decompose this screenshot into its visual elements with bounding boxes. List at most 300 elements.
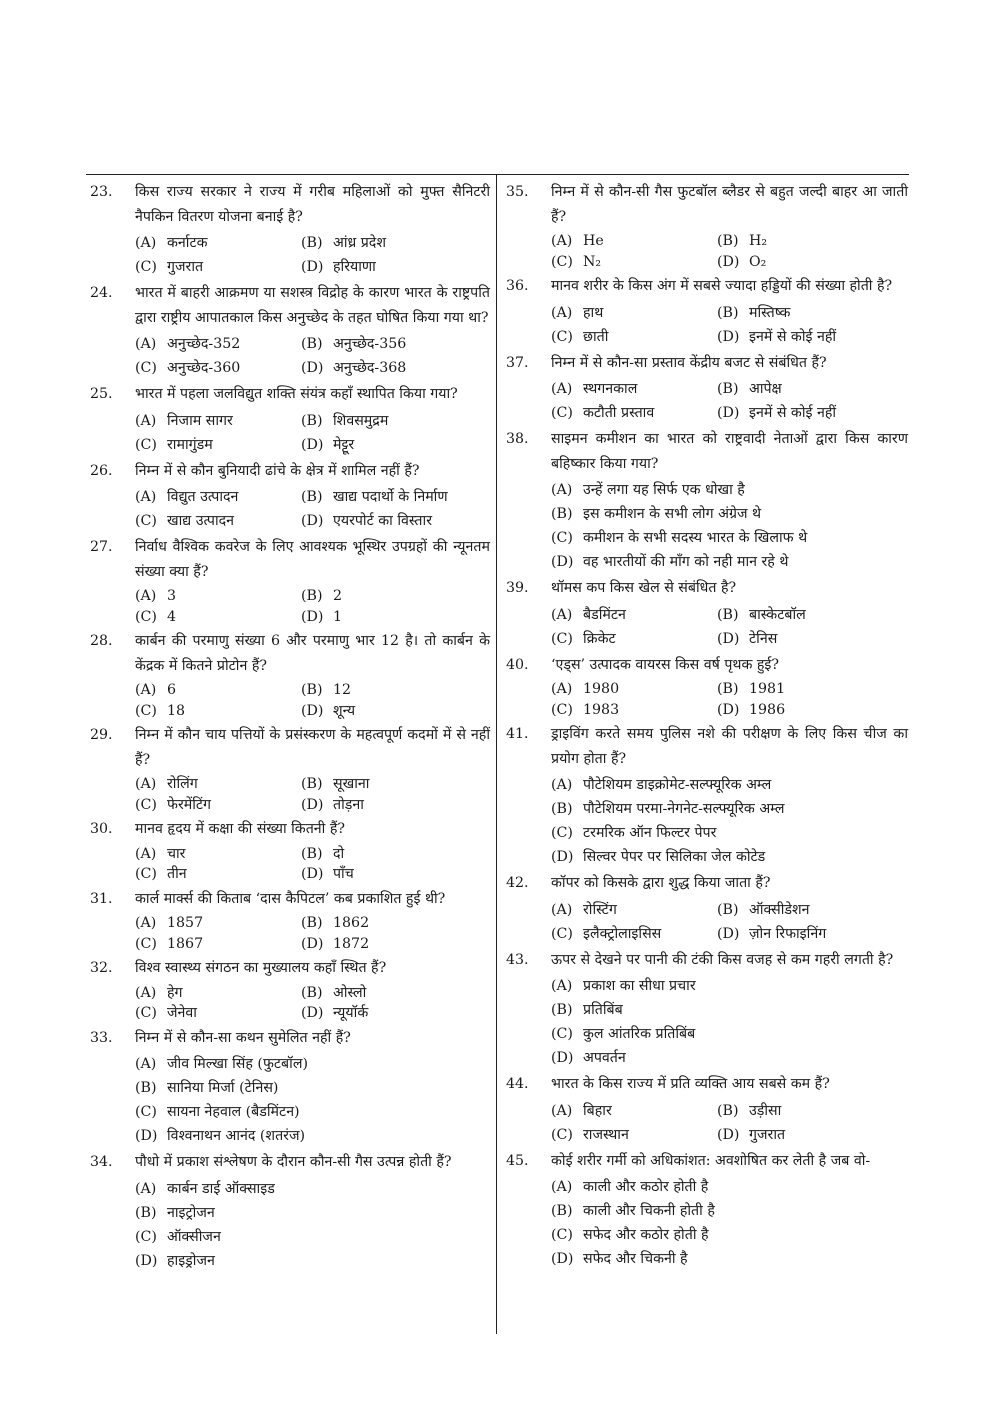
option-item [717, 401, 908, 425]
question-number: 36. [506, 278, 529, 294]
question-number: 33. [90, 1029, 113, 1046]
option-label: (D) [301, 608, 324, 625]
option-item [301, 795, 490, 816]
option-item [717, 377, 908, 401]
question-block [90, 382, 490, 457]
option-text: टेनिस [749, 630, 778, 647]
option-label: (B) [717, 304, 739, 321]
option-item [551, 773, 908, 797]
options-list [135, 231, 490, 279]
question-text: ऊपर से देखने पर पानी की टंकी किस वजह से कम गहरी लगती है? [551, 951, 894, 968]
option-item [551, 231, 717, 252]
option-label: (B) [717, 1102, 739, 1119]
option-text: जीव मिल्खा सिंह (फुटबॉल) [167, 1056, 308, 1072]
option-label: (C) [135, 608, 157, 625]
option-item [551, 401, 717, 425]
option-item [301, 255, 490, 279]
option-label: (B) [301, 682, 323, 698]
question-number: 23. [90, 184, 113, 200]
option-label: (C) [551, 1026, 573, 1042]
option-label: (C) [135, 1228, 157, 1245]
option-item [301, 607, 490, 628]
option-text: हाइड्रोजन [167, 1252, 215, 1269]
option-text: कार्बन डाई ऑक्साइड [167, 1180, 275, 1197]
option-label: (D) [301, 513, 324, 529]
question-block [506, 653, 908, 721]
option-label: (A) [135, 776, 157, 792]
question-number: 39. [506, 580, 529, 596]
question-block [90, 281, 490, 380]
option-item [301, 409, 490, 433]
option-label: (C) [551, 925, 573, 942]
option-label: (B) [301, 845, 323, 862]
option-text: तीन [167, 866, 187, 882]
option-label: (C) [135, 866, 157, 882]
option-item [551, 550, 908, 574]
option-text: कुल आंतरिक प्रतिबिंब [583, 1026, 696, 1042]
option-text: राजस्थान [583, 1126, 629, 1143]
question-number: 32. [90, 960, 113, 976]
option-item [551, 974, 908, 998]
question-text: भारत के किस राज्य में प्रति व्यक्ति आय सबसे कम हैं? [551, 1076, 830, 1092]
option-item [551, 898, 717, 922]
question-text: ‘एड्स’ उत्पादक वायरस किस वर्ष पृथक हुई? [551, 656, 780, 673]
left-column [90, 180, 490, 1275]
question-number: 41. [506, 726, 529, 742]
options-list [551, 231, 908, 272]
option-text: खाद्य पदार्थो के निर्माण [333, 489, 448, 505]
option-text: 3 [167, 588, 177, 604]
option-item [135, 1052, 490, 1076]
option-item [551, 1022, 908, 1046]
option-label: (C) [135, 259, 157, 275]
option-label: (C) [551, 1227, 573, 1243]
option-item [551, 700, 717, 721]
option-item [551, 502, 908, 526]
option-item [135, 1249, 490, 1273]
option-item [717, 252, 908, 273]
question-text: कार्ल मार्क्स की किताब ‘दास कैपिटल’ कब प्रकाशित हुई थी? [135, 890, 446, 907]
option-label: (B) [135, 1080, 157, 1096]
option-item [717, 898, 908, 922]
option-text: ऑक्सीजन [167, 1228, 221, 1245]
option-label: (C) [135, 436, 157, 453]
question-text: मानव शरीर के किस अंग में सबसे ज्यादा हड्डियों की संख्या होती है? [551, 278, 893, 294]
option-label: (C) [135, 1005, 157, 1021]
question-text: कार्बन की परमाणु संख्या 6 और परमाणु भार 12 है। तो कार्बन के केंद्रक में कितने प्रोटोन हैं? [135, 633, 490, 674]
option-text: O₂ [749, 253, 767, 270]
option-item [301, 485, 490, 509]
option-item [551, 478, 908, 502]
option-item [301, 680, 490, 701]
option-item [135, 356, 301, 380]
option-label: (C) [135, 513, 157, 529]
option-item [301, 983, 490, 1004]
option-label: (B) [717, 901, 739, 918]
question-text: निम्न में से कौन बुनियादी ढांचे के क्षेत्र में शामिल नहीं हैं? [135, 462, 420, 479]
option-item [135, 1177, 490, 1201]
options-list [135, 1177, 490, 1273]
question-number: 45. [506, 1152, 529, 1169]
top-rule [86, 174, 909, 175]
question-block [506, 1149, 908, 1272]
option-item [301, 332, 490, 356]
option-item [135, 701, 301, 722]
question-block [506, 180, 908, 272]
option-text: विद्युत उत्पादन [167, 489, 239, 505]
option-item [551, 998, 908, 1022]
option-label: (B) [551, 506, 573, 522]
option-label: (A) [551, 777, 573, 793]
option-text: गुजरात [167, 259, 204, 275]
question-text: पौधो में प्रकाश संश्लेषण के दौरान कौन-सी गैस उत्पन्न होती हैं? [135, 1154, 452, 1170]
option-text: अनुच्छेद-356 [333, 336, 407, 352]
option-text: सफेद और कठोर होती है [583, 1227, 709, 1243]
option-label: (C) [551, 530, 573, 546]
option-text: दो [333, 845, 345, 862]
option-item [135, 1201, 490, 1225]
option-label: (D) [717, 630, 740, 647]
option-text: रोलिंग [167, 776, 198, 792]
option-label: (C) [551, 701, 573, 718]
option-item [717, 627, 908, 651]
option-text: सायना नेहवाल (बैडमिंटन) [167, 1104, 300, 1120]
option-text: इलैक्ट्रोलाइसिस [583, 925, 662, 942]
option-label: (D) [551, 554, 574, 570]
option-label: (A) [135, 412, 157, 429]
option-text: प्रकाश का सीधा प्रचार [583, 978, 696, 994]
question-block [90, 535, 490, 627]
option-item [135, 509, 301, 533]
option-label: (C) [551, 253, 573, 270]
question-block [90, 817, 490, 885]
option-label: (A) [551, 978, 573, 994]
question-block [90, 956, 490, 1024]
option-text: चार [167, 845, 186, 862]
question-block [90, 180, 490, 279]
option-item [717, 922, 908, 946]
option-text: खाद्य उत्पादन [167, 513, 235, 529]
option-text: सिल्वर पेपर पर सिलिका जेल कोटेड [583, 849, 766, 865]
options-list [551, 679, 908, 720]
option-item [551, 301, 717, 325]
option-label: (A) [551, 304, 573, 321]
option-label: (D) [551, 1251, 574, 1267]
option-label: (D) [717, 253, 740, 270]
option-label: (D) [301, 259, 324, 275]
question-number: 42. [506, 875, 529, 891]
question-block [506, 274, 908, 349]
option-label: (A) [135, 489, 157, 505]
option-label: (B) [717, 233, 739, 249]
option-item [135, 795, 301, 816]
option-label: (B) [301, 984, 323, 1001]
question-text: निम्न में से कौन-सा प्रस्ताव केंद्रीय बजट से संबंधित हैं? [551, 354, 827, 371]
option-text: आपेक्ष [749, 381, 782, 397]
option-text: पौटेशियम डाइक्रोमेट-सल्फ्यूरिक अम्ल [583, 777, 772, 793]
question-text: निम्न में कौन चाय पत्तियों के प्रसंस्करण के महत्वपूर्ण कदमों में से नहीं हैं? [135, 727, 490, 768]
option-item [301, 844, 490, 865]
option-item [135, 485, 301, 509]
option-label: (C) [551, 1126, 573, 1143]
question-number: 29. [90, 727, 113, 743]
option-item [301, 1003, 490, 1024]
option-text: क्रिकेट [583, 630, 616, 647]
option-text: कमीशन के सभी सदस्य भारत के खिलाफ थे [583, 530, 808, 546]
option-text: मस्तिष्क [749, 304, 791, 321]
option-label: (C) [551, 405, 573, 421]
option-label: (D) [717, 701, 740, 718]
question-number: 35. [506, 184, 529, 200]
option-item [135, 934, 301, 955]
option-item [551, 821, 908, 845]
options-list [551, 1099, 908, 1147]
option-item [135, 844, 301, 865]
option-item [717, 679, 908, 700]
option-text: 6 [167, 682, 177, 698]
question-text: साइमन कमीशन का भारत को राष्ट्रवादी नेताओं द्वारा किस कारण बहिष्कार किया गया? [551, 431, 908, 472]
option-label: (D) [135, 1128, 158, 1144]
option-text: इनमें से कोई नहीं [749, 328, 837, 345]
option-item [717, 700, 908, 721]
question-number: 38. [506, 431, 529, 447]
question-number: 40. [506, 656, 529, 673]
option-label: (A) [551, 606, 573, 623]
option-label: (D) [301, 360, 324, 376]
option-item [135, 1124, 490, 1148]
option-text: 1981 [749, 681, 786, 697]
question-block [90, 1026, 490, 1149]
question-block [506, 722, 908, 869]
option-label: (A) [551, 1102, 573, 1119]
option-label: (B) [717, 381, 739, 397]
question-number: 44. [506, 1076, 529, 1092]
option-item [301, 913, 490, 934]
option-text: वह भारतीयों की माँग को नही मान रहे थे [583, 554, 789, 570]
question-text: किस राज्य सरकार ने राज्य में गरीब महिलाओं को मुफ्त सैनिटरी नैपकिन वितरण योजना बनाई है? [135, 184, 490, 225]
question-text: मानव हृदय में कक्षा की संख्या कितनी हैं? [135, 821, 345, 837]
option-label: (B) [551, 1203, 573, 1219]
options-list [551, 301, 908, 349]
option-label: (C) [135, 1104, 157, 1120]
option-item [301, 774, 490, 795]
option-label: (B) [717, 606, 739, 623]
option-label: (D) [301, 935, 324, 952]
option-label: (D) [135, 1252, 158, 1269]
option-text: 1986 [749, 701, 786, 718]
option-text: 1867 [167, 935, 204, 952]
question-text: ड्राइविंग करते समय पुलिस नशे की परीक्षण के लिए किस चीज का प्रयोग होता हैं? [551, 726, 908, 767]
option-text: 12 [333, 682, 352, 698]
option-text: सूखाना [333, 776, 370, 792]
question-number: 27. [90, 539, 113, 555]
option-text: कर्नाटक [167, 235, 208, 251]
option-text: 2 [333, 588, 343, 604]
options-list [551, 478, 908, 574]
option-item [551, 1123, 717, 1147]
option-label: (A) [135, 336, 157, 352]
option-label: (B) [301, 776, 323, 792]
options-list [551, 377, 908, 425]
option-label: (D) [717, 328, 740, 345]
option-text: 1862 [333, 915, 370, 931]
option-label: (B) [551, 1002, 573, 1018]
option-text: हरियाणा [333, 259, 376, 275]
option-item [135, 864, 301, 885]
question-block [90, 1150, 490, 1273]
question-block [90, 887, 490, 955]
option-text: न्यूयॉर्क [333, 1005, 369, 1021]
option-text: जेनेवा [167, 1005, 197, 1021]
option-label: (A) [135, 915, 157, 931]
option-text: छाती [583, 328, 609, 345]
options-list [551, 603, 908, 651]
option-item [135, 332, 301, 356]
option-label: (A) [135, 984, 157, 1001]
question-block [506, 576, 908, 651]
options-list [551, 898, 908, 946]
option-item [135, 774, 301, 795]
option-text: पौटेशियम परमा-नेगनेट-सल्फ्यूरिक अम्ल [583, 801, 785, 817]
option-text: टरमरिक ऑन फिल्टर पेपर [583, 825, 717, 841]
option-label: (A) [551, 901, 573, 918]
option-text: 1980 [583, 681, 620, 697]
option-label: (D) [717, 405, 740, 421]
option-label: (D) [301, 702, 324, 719]
option-label: (D) [717, 1126, 740, 1143]
option-item [301, 864, 490, 885]
option-text: हाथ [583, 304, 604, 321]
option-text: एयरपोर्ट का विस्तार [333, 513, 432, 529]
question-number: 37. [506, 354, 529, 371]
option-item [135, 231, 301, 255]
option-text: गुजरात [749, 1126, 786, 1143]
option-item [301, 433, 490, 457]
option-item [551, 845, 908, 869]
option-text: 4 [167, 608, 177, 625]
option-label: (A) [551, 1179, 573, 1195]
options-list [135, 983, 490, 1024]
option-label: (A) [135, 1180, 157, 1197]
options-list [135, 844, 490, 885]
question-text: निम्न में से कौन-सी गैस फुटबॉल ब्लैडर से बहुत जल्दी बाहर आ जाती हैं? [551, 184, 908, 225]
option-label: (A) [551, 681, 573, 697]
option-text: हेग [167, 984, 183, 1001]
question-block [90, 629, 490, 721]
option-text: H₂ [749, 233, 768, 249]
option-text: शून्य [333, 702, 356, 719]
option-label: (C) [551, 825, 573, 841]
question-text: कॉपर को किसके द्वारा शुद्ध किया जाता हैं? [551, 875, 771, 891]
option-label: (A) [135, 588, 157, 604]
question-number: 43. [506, 951, 529, 968]
option-text: फेरमेंटिंग [167, 796, 212, 813]
option-text: पाँच [333, 866, 354, 882]
option-item [551, 1099, 717, 1123]
question-number: 28. [90, 633, 113, 649]
option-label: (B) [717, 681, 739, 697]
option-text: कटौती प्रस्ताव [583, 405, 655, 421]
options-list [135, 774, 490, 815]
option-item [551, 1247, 908, 1271]
option-label: (C) [135, 702, 157, 719]
option-text: शिवसमुद्रम [333, 412, 389, 429]
option-label: (D) [551, 849, 574, 865]
option-text: निजाम सागर [167, 412, 233, 429]
option-label: (C) [551, 328, 573, 345]
option-label: (D) [301, 436, 324, 453]
option-text: उन्हें लगा यह सिर्फ एक धोखा है [583, 482, 745, 498]
option-label: (C) [135, 360, 157, 376]
option-text: स्थगनकाल [583, 381, 638, 397]
option-text: नाइट्रोजन [167, 1204, 215, 1221]
option-text: सानिया मिर्जा (टेनिस) [167, 1080, 279, 1096]
option-text: रोस्टिंग [583, 901, 617, 918]
option-item [551, 325, 717, 349]
option-text: 1983 [583, 701, 620, 718]
option-item [551, 922, 717, 946]
option-text: काली और कठोर होती है [583, 1179, 709, 1195]
option-text: 1 [333, 608, 343, 625]
option-label: (B) [301, 915, 323, 931]
option-item [551, 252, 717, 273]
question-number: 26. [90, 462, 113, 479]
option-text: अपवर्तन [583, 1050, 626, 1066]
option-label: (A) [551, 381, 573, 397]
option-item [135, 913, 301, 934]
option-label: (D) [717, 925, 740, 942]
option-text: बास्केटबॉल [749, 606, 806, 623]
option-label: (C) [135, 935, 157, 952]
option-text: प्रतिबिंब [583, 1002, 623, 1018]
question-block [90, 459, 490, 534]
option-item [551, 627, 717, 651]
question-text: निर्वाध वैश्विक कवरेज के लिए आवश्यक भूस्थिर उपग्रहों की न्यूनतम संख्या क्या हैं? [135, 539, 490, 580]
option-item [551, 1046, 908, 1070]
option-item [301, 231, 490, 255]
options-list [135, 409, 490, 457]
option-label: (A) [135, 1056, 157, 1072]
option-label: (A) [135, 235, 157, 251]
options-list [551, 974, 908, 1070]
option-text: 1857 [167, 915, 204, 931]
option-item [135, 680, 301, 701]
question-text: कोई शरीर गर्मी को अधिकांशत: अवशोषित कर लेती है जब वो- [551, 1152, 871, 1169]
option-label: (B) [135, 1204, 157, 1221]
question-block [506, 1072, 908, 1147]
question-text: थॉमस कप किस खेल से संबंधित है? [551, 580, 737, 596]
option-label: (A) [135, 682, 157, 698]
option-text: ज़ोन रिफाइनिंग [749, 925, 827, 942]
option-item [135, 983, 301, 1004]
option-label: (A) [551, 233, 573, 249]
option-text: 1872 [333, 935, 370, 952]
option-text: मेट्टूर [333, 436, 355, 453]
option-text: काली और चिकनी होती है [583, 1203, 715, 1219]
option-text: आंध्र प्रदेश [333, 235, 386, 251]
option-item [717, 1099, 908, 1123]
option-item [551, 1223, 908, 1247]
option-label: (A) [551, 482, 573, 498]
option-label: (B) [301, 412, 323, 429]
option-text: ऑक्सीडेशन [749, 901, 810, 918]
option-text: बैडमिंटन [583, 606, 626, 623]
option-item [717, 325, 908, 349]
option-label: (D) [551, 1050, 574, 1066]
option-item [135, 607, 301, 628]
option-text: अनुच्छेद-352 [167, 336, 241, 352]
option-item [135, 409, 301, 433]
